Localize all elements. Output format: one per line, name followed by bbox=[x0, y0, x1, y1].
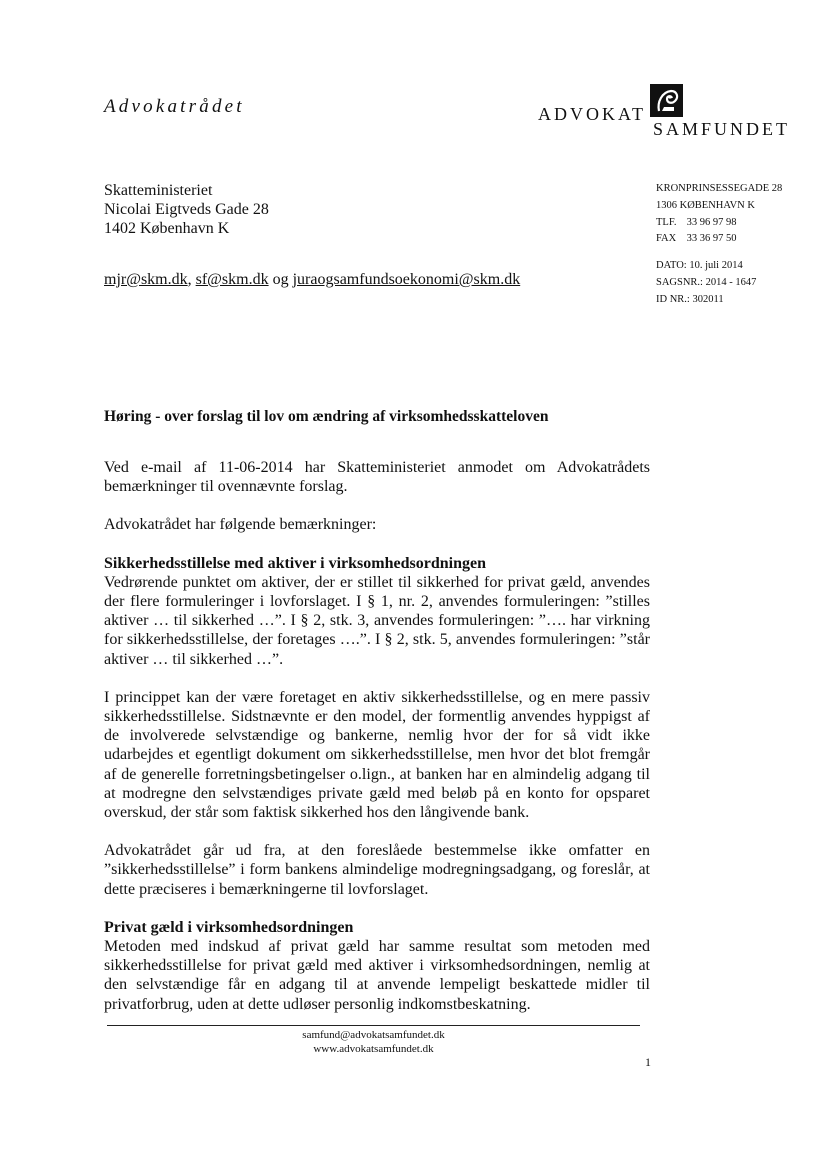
email-link-sf[interactable]: sf@skm.dk bbox=[195, 271, 269, 288]
addressee-block bbox=[104, 181, 269, 238]
sender-phone bbox=[656, 215, 782, 232]
addressee-name: Skatteministeriet bbox=[104, 182, 213, 199]
footer-divider bbox=[107, 1025, 640, 1026]
addressee-city: 1402 København K bbox=[104, 220, 230, 237]
email-separator: , bbox=[187, 271, 196, 288]
paragraph-intro: Ved e-mail af 11-06-2014 har Skatteministeriet anmodet om Advokatrådets bemærkninger til ovennævnte forslag. bbox=[104, 459, 650, 496]
sender-city: 1306 KØBENHAVN K bbox=[656, 199, 755, 211]
advokatsamfundet-logo-icon bbox=[650, 84, 683, 117]
footer-email[interactable]: samfund@advokatsamfundet.dk bbox=[302, 1029, 445, 1041]
brand-advokat: ADVOKAT bbox=[538, 104, 646, 124]
brand-advokatraadet: Advokatrådet bbox=[104, 96, 245, 117]
section-heading-security: Sikkerhedsstillelse med aktiver i virksomhedsordningen bbox=[104, 554, 486, 572]
phone-label: TLF. bbox=[656, 216, 677, 228]
fax-number: 33 36 97 50 bbox=[686, 233, 737, 245]
brand-samfundet: SAMFUNDET bbox=[653, 119, 791, 139]
letter-date: DATO: 10. juli 2014 bbox=[656, 260, 743, 272]
paragraph-principle: I princippet kan der være foretaget en aktiv sikkerhedsstillelse, og en mere passiv sikkerhedsstillelse. Sidstnævnte er den model, der formentlig anvendes hyppigst af de involverede selvstændige og bankerne, nemlig hvor der for så vidt ikke udarbejdes et egentligt dokument om sikkerhedsstillelse, men hvor det blot fremgår af de generelle forretningsbetingelser o.lign., at banken har en almindelig adgang til at modregne den selvstændiges private gæld med beløb på en konto for opsparet overskud, der står som faktisk sikkerhed hos den långivende bank. bbox=[104, 688, 650, 822]
addressee-street: Nicolai Eigtveds Gade 28 bbox=[104, 201, 269, 218]
footer-website[interactable]: www.advokatsamfundet.dk bbox=[313, 1043, 434, 1055]
letter-subject: Høring - over forslag til lov om ændring af virksomhedsskatteloven bbox=[104, 408, 549, 425]
section-heading-private-debt: Privat gæld i virksomhedsordningen bbox=[104, 918, 354, 936]
footer bbox=[107, 1028, 640, 1056]
id-number: ID NR.: 302011 bbox=[656, 293, 724, 305]
fax-label: FAX bbox=[656, 233, 677, 245]
email-link-mjr[interactable]: mjr@skm.dk bbox=[104, 271, 188, 288]
sender-info-block bbox=[656, 181, 782, 309]
email-recipients bbox=[104, 271, 520, 289]
letter-body bbox=[104, 458, 650, 1033]
case-number: SAGSNR.: 2014 - 1647 bbox=[656, 276, 757, 288]
email-link-jura[interactable]: juraogsamfundsoekonomi@skm.dk bbox=[292, 271, 521, 288]
paragraph-assumption: Advokatrådet går ud fra, at den foreslåede bestemmelse ikke omfatter en ”sikkerhedsstillelse” i form bankens almindelige modregningsadgang, og foreslår, at dette præciseres i bemærkningerne til lovforslaget. bbox=[104, 842, 650, 898]
page-number: 1 bbox=[645, 1055, 651, 1069]
sender-fax bbox=[656, 231, 782, 248]
email-separator: og bbox=[268, 271, 293, 288]
paragraph-formulations: Vedrørende punktet om aktiver, der er stillet til sikkerhed for privat gæld, anvendes der flere formuleringer i lovforslaget. I § 1, nr. 2, anvendes formuleringen: ”stilles aktiver … til sikkerhed …”. I § 2, stk. 3, anvendes formuleringen: ”…. har virkning for sikkerhedsstillelse, der foretages ….”. I § 2, stk. 5, anvendes formuleringen: ”står aktiver … til sikkerhed …”. bbox=[104, 573, 650, 668]
sender-address: KRONPRINSESSEGADE 28 bbox=[656, 183, 783, 194]
phone-number: 33 96 97 98 bbox=[686, 216, 737, 228]
paragraph-remarks: Advokatrådet har følgende bemærkninger: bbox=[104, 516, 377, 534]
paragraph-method: Metoden med indskud af privat gæld har samme resultat som metoden med sikkerhedsstillelse for privat gæld med aktiver i virksomhedsordningen, nemlig at den selvstændige får en adgang til at anvende lempeligt beskattede midler til privatforbrug, uden at dette udløser personlig indkomstbeskatning. bbox=[104, 938, 650, 1013]
